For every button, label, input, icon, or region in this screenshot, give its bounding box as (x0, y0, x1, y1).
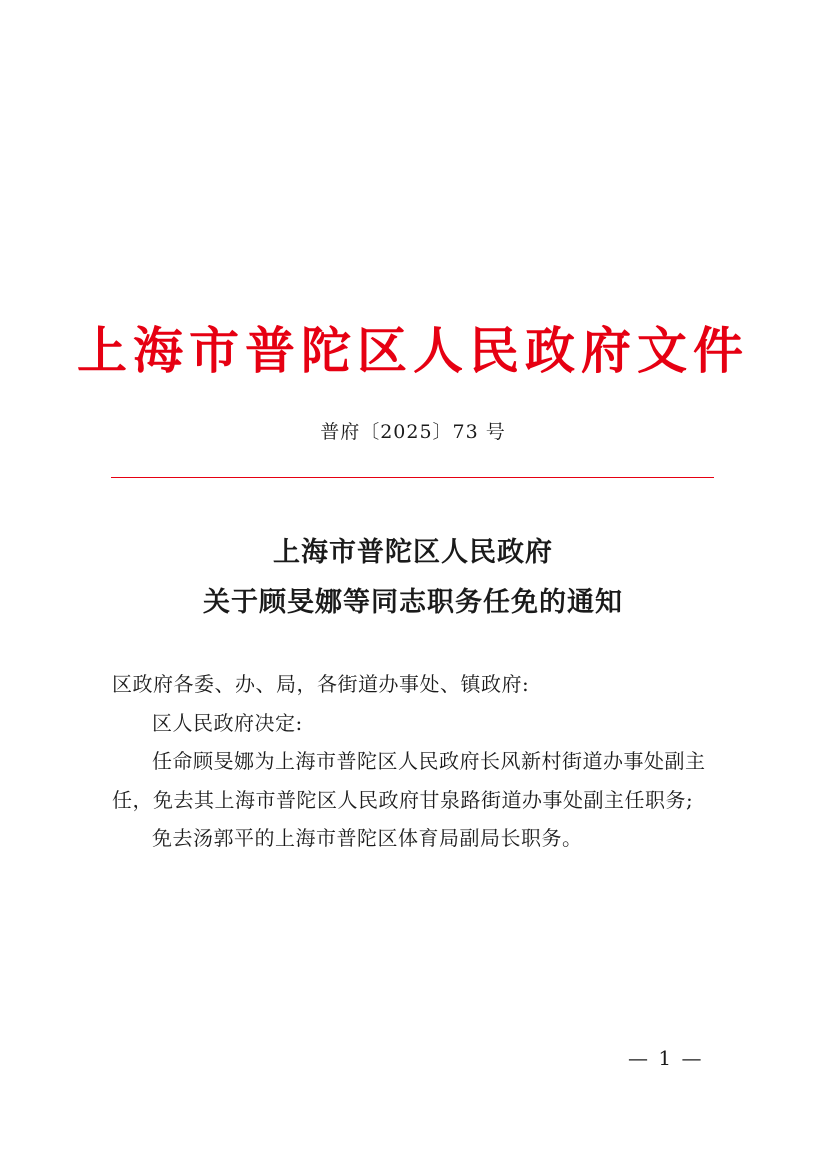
notice-body (112, 665, 716, 858)
red-divider-line (111, 477, 714, 478)
notice-title-line-2: 关于顾旻娜等同志职务任免的通知 (203, 587, 623, 618)
appointment-paragraph: 任命顾旻娜为上海市普陀区人民政府长风新村街道办事处副主任，免去其上海市普陀区人民政府甘泉路街道办事处副主任职务; (112, 749, 706, 812)
decision-intro-paragraph: 区人民政府决定: (152, 710, 303, 735)
document-number: 普府〔2025〕73 号 (320, 421, 506, 443)
document-header-title: 上海市普陀区人民政府文件 (77, 321, 749, 380)
notice-title-line-1: 上海市普陀区人民政府 (273, 537, 553, 568)
page-number: — 1 — (628, 1046, 704, 1070)
recipients-line: 区政府各委、办、局，各街道办事处、镇政府: (112, 672, 530, 696)
dismissal-paragraph: 免去汤郭平的上海市普陀区体育局副局长职务。 (152, 826, 583, 850)
